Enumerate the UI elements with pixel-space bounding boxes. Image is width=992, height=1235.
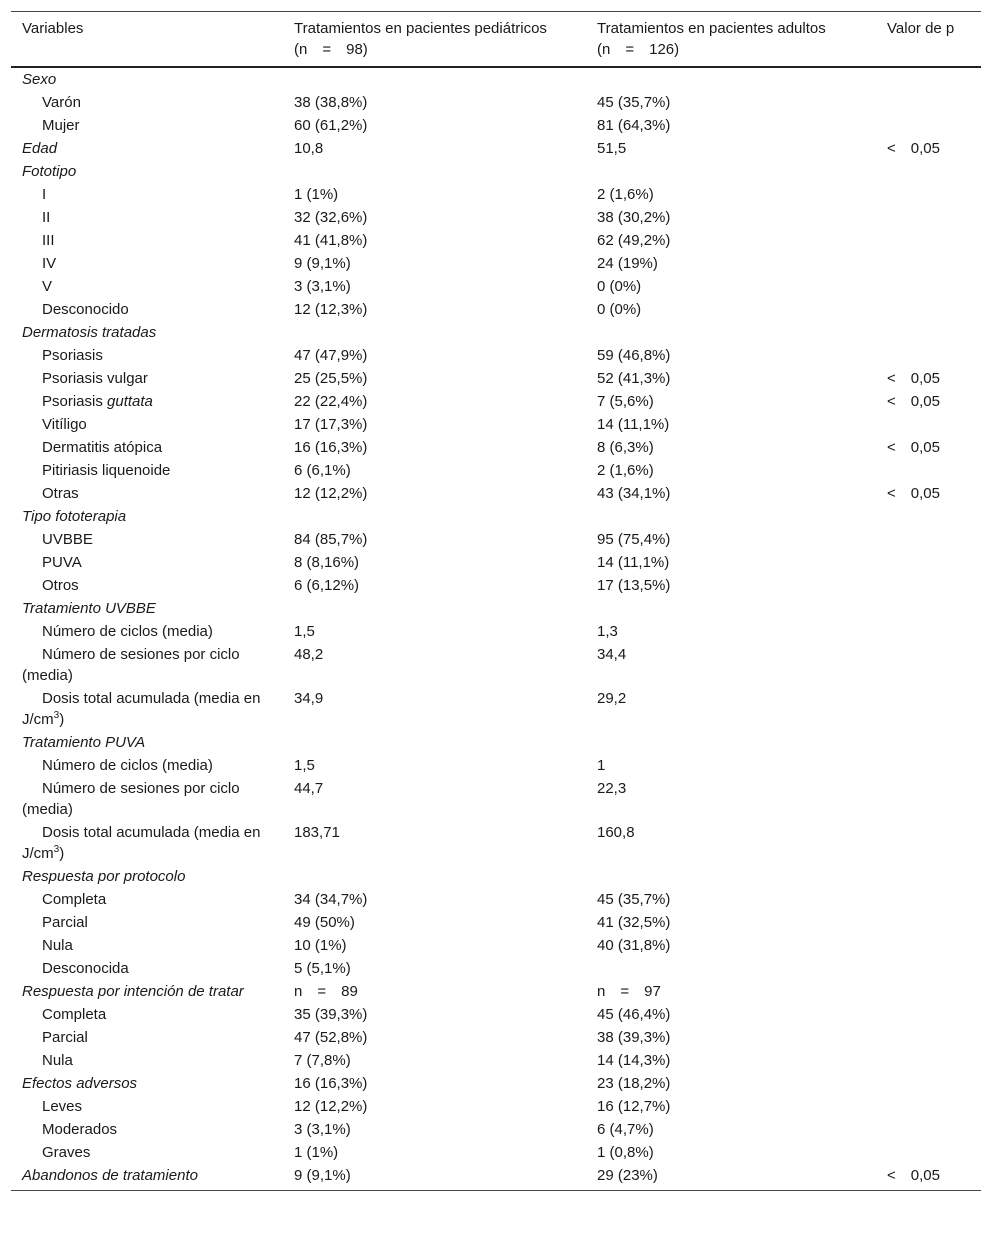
variable-label: Moderados — [42, 1121, 118, 1138]
variable-label: Dosis total acumulada (media en J/cm — [22, 824, 261, 862]
pvalue-cell — [876, 980, 981, 1003]
variable-label: Sexo — [22, 71, 57, 88]
pvalue-cell: < 0,05 — [887, 1167, 940, 1184]
results-table-container — [11, 11, 981, 1191]
table-row — [11, 459, 981, 482]
pvalue-cell — [876, 551, 981, 574]
variable-label-cell — [11, 1049, 283, 1072]
pediatric-value-cell: 12 (12,3%) — [294, 301, 368, 318]
pediatric-value-cell: 49 (50%) — [294, 914, 355, 931]
adult-value-cell: 1,3 — [597, 623, 618, 640]
adult-value-cell: 45 (35,7%) — [597, 891, 671, 908]
variable-label: Completa — [42, 1006, 107, 1023]
variable-label: Tratamiento UVBBE — [22, 600, 156, 617]
header-variables — [11, 12, 283, 68]
pediatric-value-cell — [283, 321, 586, 344]
pvalue-cell: < 0,05 — [887, 370, 940, 387]
variable-label: Graves — [42, 1144, 91, 1161]
pvalue-cell: < 0,05 — [887, 439, 940, 456]
adult-value-cell: 0 (0%) — [597, 278, 642, 295]
table-row — [11, 574, 981, 597]
pediatric-value-cell: 3 (3,1%) — [294, 1121, 351, 1138]
pvalue-cell — [876, 754, 981, 777]
pvalue-cell: < 0,05 — [887, 140, 940, 157]
pediatric-value-cell: n = 89 — [294, 983, 358, 1000]
variable-label: Otros — [42, 577, 79, 594]
pediatric-value-cell: 1 (1%) — [294, 186, 339, 203]
variable-label-cell — [11, 754, 283, 777]
pvalue-cell — [876, 91, 981, 114]
variable-label-cell — [11, 911, 283, 934]
variable-label: Número de sesiones por ciclo (media) — [22, 646, 240, 684]
pediatric-value-cell: 34 (34,7%) — [294, 891, 368, 908]
pediatric-value-cell — [283, 160, 586, 183]
variable-label-cell — [11, 1141, 283, 1164]
pediatric-value-cell: 1,5 — [294, 623, 315, 640]
adult-value-cell — [586, 67, 876, 91]
pediatric-value-cell: 22 (22,4%) — [294, 393, 368, 410]
variable-label: Varón — [42, 94, 81, 111]
pvalue-cell: < 0,05 — [887, 393, 940, 410]
table-row — [11, 821, 981, 865]
pediatric-value-cell: 47 (52,8%) — [294, 1029, 368, 1046]
variable-label: Desconocido — [42, 301, 129, 318]
pvalue-cell — [876, 114, 981, 137]
pediatric-value-cell: 3 (3,1%) — [294, 278, 351, 295]
pvalue-cell — [876, 1003, 981, 1026]
pvalue-cell — [876, 911, 981, 934]
section-label-cell — [11, 1072, 283, 1095]
pvalue-cell — [876, 252, 981, 275]
pvalue-cell: < 0,05 — [887, 485, 940, 502]
variable-label-cell — [11, 888, 283, 911]
variable-label-cell — [11, 367, 283, 390]
table-row — [11, 436, 981, 459]
adult-value-cell: 0 (0%) — [597, 301, 642, 318]
pvalue-cell — [876, 321, 981, 344]
adult-value-cell: 23 (18,2%) — [597, 1075, 671, 1092]
adult-value-cell — [586, 597, 876, 620]
pvalue-cell — [876, 229, 981, 252]
table-row — [11, 1141, 981, 1164]
variable-label-cell — [11, 620, 283, 643]
variable-label: Parcial — [42, 914, 88, 931]
pvalue-cell — [876, 459, 981, 482]
variable-label: UVBBE — [42, 531, 93, 548]
table-row — [11, 1049, 981, 1072]
pediatric-value-cell: 5 (5,1%) — [294, 960, 351, 977]
pvalue-cell — [876, 934, 981, 957]
adult-value-cell: 2 (1,6%) — [597, 462, 654, 479]
adult-value-cell — [586, 957, 876, 980]
section-label-cell — [11, 731, 283, 754]
pvalue-cell — [876, 597, 981, 620]
pvalue-cell — [876, 957, 981, 980]
table-row — [11, 252, 981, 275]
variable-label: II — [42, 209, 51, 226]
adult-value-cell — [586, 160, 876, 183]
table-body — [11, 67, 981, 1191]
section-label-cell — [11, 321, 283, 344]
pediatric-value-cell: 7 (7,8%) — [294, 1052, 351, 1069]
variable-label: Psoriasis — [42, 393, 103, 410]
adult-value-cell — [586, 505, 876, 528]
adult-value-cell: 34,4 — [597, 646, 627, 663]
table-row — [11, 298, 981, 321]
section-row — [11, 321, 981, 344]
variable-label: Nula — [42, 1052, 73, 1069]
adult-value-cell: 41 (32,5%) — [597, 914, 671, 931]
pediatric-value-cell — [283, 731, 586, 754]
pvalue-cell — [876, 275, 981, 298]
variable-label: Tipo fototerapia — [22, 508, 127, 525]
header-row — [11, 12, 981, 68]
adult-value-cell: 22,3 — [597, 780, 627, 797]
adult-value-cell: 45 (46,4%) — [597, 1006, 671, 1023]
section-label-cell — [11, 67, 283, 91]
variable-label: Número de ciclos (media) — [42, 623, 213, 640]
table-row — [11, 754, 981, 777]
variable-label-cell — [11, 482, 283, 505]
header-pediatric — [283, 12, 586, 68]
variable-label-cell — [11, 252, 283, 275]
table-row — [11, 1118, 981, 1141]
table-row — [11, 413, 981, 436]
pvalue-cell — [876, 821, 981, 865]
section-row — [11, 1072, 981, 1095]
variable-label: Parcial — [42, 1029, 88, 1046]
section-label-cell — [11, 980, 283, 1003]
table-row — [11, 888, 981, 911]
table-row — [11, 1095, 981, 1118]
pvalue-cell — [876, 687, 981, 731]
variable-label-cell — [11, 298, 283, 321]
variable-label: Respuesta por protocolo — [22, 868, 186, 885]
section-row — [11, 67, 981, 91]
table-row — [11, 390, 981, 413]
header-variables-label: Variables — [22, 20, 84, 37]
pvalue-cell — [876, 1095, 981, 1118]
adult-value-cell: 1 (0,8%) — [597, 1144, 654, 1161]
section-label-cell — [11, 865, 283, 888]
table-row — [11, 1003, 981, 1026]
pvalue-cell — [876, 344, 981, 367]
variable-label: Tratamiento PUVA — [22, 734, 146, 751]
variable-label-cell — [11, 528, 283, 551]
pvalue-cell — [876, 643, 981, 687]
pediatric-value-cell: 34,9 — [294, 690, 324, 707]
adult-value-cell: 2 (1,6%) — [597, 186, 654, 203]
adult-value-cell: 14 (14,3%) — [597, 1052, 671, 1069]
section-label-cell — [11, 597, 283, 620]
adult-value-cell: n = 97 — [597, 983, 661, 1000]
variable-label: Dermatitis atópica — [42, 439, 163, 456]
pvalue-cell — [876, 731, 981, 754]
variable-label-cell — [11, 1095, 283, 1118]
pediatric-value-cell — [283, 505, 586, 528]
pediatric-value-cell: 35 (39,3%) — [294, 1006, 368, 1023]
section-label-cell — [11, 137, 283, 160]
variable-label-cell — [11, 1118, 283, 1141]
pediatric-value-cell: 6 (6,1%) — [294, 462, 351, 479]
variable-label-cell — [11, 551, 283, 574]
header-adult — [586, 12, 876, 68]
adult-value-cell: 29,2 — [597, 690, 627, 707]
variable-label: Leves — [42, 1098, 83, 1115]
results-table — [11, 11, 981, 1191]
variable-label: Vitíligo — [42, 416, 87, 433]
header-adult-n: (n = 126) — [597, 41, 680, 58]
section-row — [11, 137, 981, 160]
adult-value-cell: 38 (30,2%) — [597, 209, 671, 226]
table-row — [11, 528, 981, 551]
variable-label: Fototipo — [22, 163, 77, 180]
adult-value-cell: 6 (4,7%) — [597, 1121, 654, 1138]
pvalue-cell — [876, 505, 981, 528]
adult-value-cell: 81 (64,3%) — [597, 117, 671, 134]
table-row — [11, 551, 981, 574]
table-row — [11, 911, 981, 934]
adult-value-cell: 14 (11,1%) — [597, 554, 670, 571]
variable-label: PUVA — [42, 554, 82, 571]
table-row — [11, 1026, 981, 1049]
pediatric-value-cell — [283, 865, 586, 888]
variable-label-cell — [11, 114, 283, 137]
section-label-cell — [11, 1164, 283, 1191]
variable-label-cell — [11, 275, 283, 298]
adult-value-cell: 95 (75,4%) — [597, 531, 671, 548]
variable-label: V — [42, 278, 53, 295]
table-row — [11, 643, 981, 687]
pediatric-value-cell: 25 (25,5%) — [294, 370, 368, 387]
variable-label-cell — [11, 229, 283, 252]
pediatric-value-cell: 38 (38,8%) — [294, 94, 368, 111]
variable-label-cell — [11, 643, 283, 687]
pvalue-cell — [876, 298, 981, 321]
table-row — [11, 957, 981, 980]
variable-label: Efectos adversos — [22, 1075, 138, 1092]
pediatric-value-cell — [283, 597, 586, 620]
pvalue-cell — [876, 1118, 981, 1141]
pvalue-cell — [876, 888, 981, 911]
variable-label: Nula — [42, 937, 73, 954]
pvalue-cell — [876, 1049, 981, 1072]
table-row — [11, 934, 981, 957]
table-row — [11, 777, 981, 821]
pvalue-cell — [876, 777, 981, 821]
adult-value-cell: 16 (12,7%) — [597, 1098, 671, 1115]
pediatric-value-cell: 1 (1%) — [294, 1144, 339, 1161]
pvalue-cell — [876, 1026, 981, 1049]
section-row — [11, 505, 981, 528]
adult-value-cell: 52 (41,3%) — [597, 370, 671, 387]
variable-label: III — [42, 232, 55, 249]
header-pediatric-n: (n = 98) — [294, 41, 368, 58]
variable-label-cell — [11, 91, 283, 114]
variable-label-cell — [11, 957, 283, 980]
section-row — [11, 160, 981, 183]
pediatric-value-cell: 16 (16,3%) — [294, 1075, 368, 1092]
pediatric-value-cell: 9 (9,1%) — [294, 255, 351, 272]
table-row — [11, 367, 981, 390]
adult-value-cell: 59 (46,8%) — [597, 347, 671, 364]
pvalue-cell — [876, 865, 981, 888]
variable-label: Respuesta por intención de tratar — [22, 983, 244, 1000]
table-row — [11, 206, 981, 229]
adult-value-cell: 43 (34,1%) — [597, 485, 671, 502]
pediatric-value-cell — [283, 67, 586, 91]
header-pvalue-label: Valor de p — [887, 20, 955, 37]
variable-label: Número de sesiones por ciclo (media) — [22, 780, 240, 818]
table-row — [11, 482, 981, 505]
variable-label: Psoriasis — [42, 347, 103, 364]
variable-label: I — [42, 186, 47, 203]
pvalue-cell — [876, 183, 981, 206]
adult-value-cell: 1 — [597, 757, 606, 774]
table-row — [11, 275, 981, 298]
adult-value-cell: 45 (35,7%) — [597, 94, 671, 111]
section-row — [11, 865, 981, 888]
pediatric-value-cell: 183,71 — [294, 824, 340, 841]
adult-value-cell: 62 (49,2%) — [597, 232, 671, 249]
section-row — [11, 731, 981, 754]
variable-label-cell — [11, 436, 283, 459]
variable-label-cell — [11, 821, 283, 865]
pvalue-cell — [876, 528, 981, 551]
variable-label: Pitiriasis liquenoide — [42, 462, 171, 479]
pediatric-value-cell: 10,8 — [294, 140, 324, 157]
variable-label-cell — [11, 413, 283, 436]
pediatric-value-cell: 8 (8,16%) — [294, 554, 360, 571]
pediatric-value-cell: 16 (16,3%) — [294, 439, 368, 456]
adult-value-cell: 24 (19%) — [597, 255, 658, 272]
table-row — [11, 91, 981, 114]
variable-label: Otras — [42, 485, 79, 502]
variable-label: Completa — [42, 891, 107, 908]
variable-label-cell — [11, 344, 283, 367]
table-row — [11, 114, 981, 137]
variable-label-cell — [11, 687, 283, 731]
pvalue-cell — [876, 574, 981, 597]
variable-label-cell — [11, 934, 283, 957]
variable-label-cell — [11, 777, 283, 821]
header-pvalue — [876, 12, 981, 68]
variable-label: Psoriasis vulgar — [42, 370, 148, 387]
pediatric-value-cell: 12 (12,2%) — [294, 1098, 368, 1115]
pediatric-value-cell: 48,2 — [294, 646, 324, 663]
pediatric-value-cell: 84 (85,7%) — [294, 531, 368, 548]
adult-value-cell: 40 (31,8%) — [597, 937, 671, 954]
variable-label-cell — [11, 206, 283, 229]
variable-label-cell — [11, 1026, 283, 1049]
variable-label: Desconocida — [42, 960, 129, 977]
pvalue-cell — [876, 413, 981, 436]
section-label-cell — [11, 505, 283, 528]
section-row — [11, 1164, 981, 1191]
section-row — [11, 980, 981, 1003]
variable-label-cell — [11, 183, 283, 206]
pediatric-value-cell: 44,7 — [294, 780, 324, 797]
variable-label: Dermatosis tratadas — [22, 324, 157, 341]
variable-label: Mujer — [42, 117, 80, 134]
variable-label-italic: guttata — [107, 393, 153, 410]
variable-label: Dosis total acumulada (media en J/cm — [22, 690, 261, 728]
pediatric-value-cell: 41 (41,8%) — [294, 232, 368, 249]
adult-value-cell — [586, 731, 876, 754]
variable-label: Abandonos de tratamiento — [22, 1167, 198, 1184]
adult-value-cell: 51,5 — [597, 140, 627, 157]
pediatric-value-cell: 6 (6,12%) — [294, 577, 360, 594]
pediatric-value-cell: 1,5 — [294, 757, 315, 774]
variable-label: Número de ciclos (media) — [42, 757, 213, 774]
pediatric-value-cell: 12 (12,2%) — [294, 485, 368, 502]
pediatric-value-cell: 17 (17,3%) — [294, 416, 368, 433]
adult-value-cell: 7 (5,6%) — [597, 393, 654, 410]
pvalue-cell — [876, 160, 981, 183]
pvalue-cell — [876, 206, 981, 229]
superscript: 3 — [53, 710, 60, 721]
table-row — [11, 183, 981, 206]
pediatric-value-cell: 9 (9,1%) — [294, 1167, 351, 1184]
adult-value-cell: 29 (23%) — [597, 1167, 658, 1184]
section-row — [11, 597, 981, 620]
adult-value-cell: 38 (39,3%) — [597, 1029, 671, 1046]
pediatric-value-cell: 10 (1%) — [294, 937, 347, 954]
table-row — [11, 344, 981, 367]
pvalue-cell — [876, 1141, 981, 1164]
variable-label: Edad — [22, 140, 58, 157]
adult-value-cell: 17 (13,5%) — [597, 577, 671, 594]
section-label-cell — [11, 160, 283, 183]
header-adult-title: Tratamientos en pacientes adultos — [597, 20, 826, 37]
table-row — [11, 620, 981, 643]
table-row — [11, 687, 981, 731]
variable-label-suffix: ) — [59, 711, 65, 728]
adult-value-cell: 160,8 — [597, 824, 635, 841]
pediatric-value-cell: 47 (47,9%) — [294, 347, 368, 364]
pediatric-value-cell: 60 (61,2%) — [294, 117, 368, 134]
adult-value-cell — [586, 865, 876, 888]
variable-label-cell — [11, 390, 283, 413]
adult-value-cell: 14 (11,1%) — [597, 416, 670, 433]
variable-label-suffix: ) — [59, 845, 65, 862]
variable-label-cell — [11, 574, 283, 597]
table-row — [11, 229, 981, 252]
variable-label-cell — [11, 1003, 283, 1026]
pvalue-cell — [876, 67, 981, 91]
pvalue-cell — [876, 1072, 981, 1095]
header-pediatric-title: Tratamientos en pacientes pediátricos — [294, 20, 547, 37]
table-header — [11, 12, 981, 68]
adult-value-cell — [586, 321, 876, 344]
adult-value-cell: 8 (6,3%) — [597, 439, 654, 456]
variable-label-cell — [11, 459, 283, 482]
pediatric-value-cell: 32 (32,6%) — [294, 209, 368, 226]
superscript: 3 — [53, 844, 60, 855]
variable-label: IV — [42, 255, 57, 272]
pvalue-cell — [876, 620, 981, 643]
